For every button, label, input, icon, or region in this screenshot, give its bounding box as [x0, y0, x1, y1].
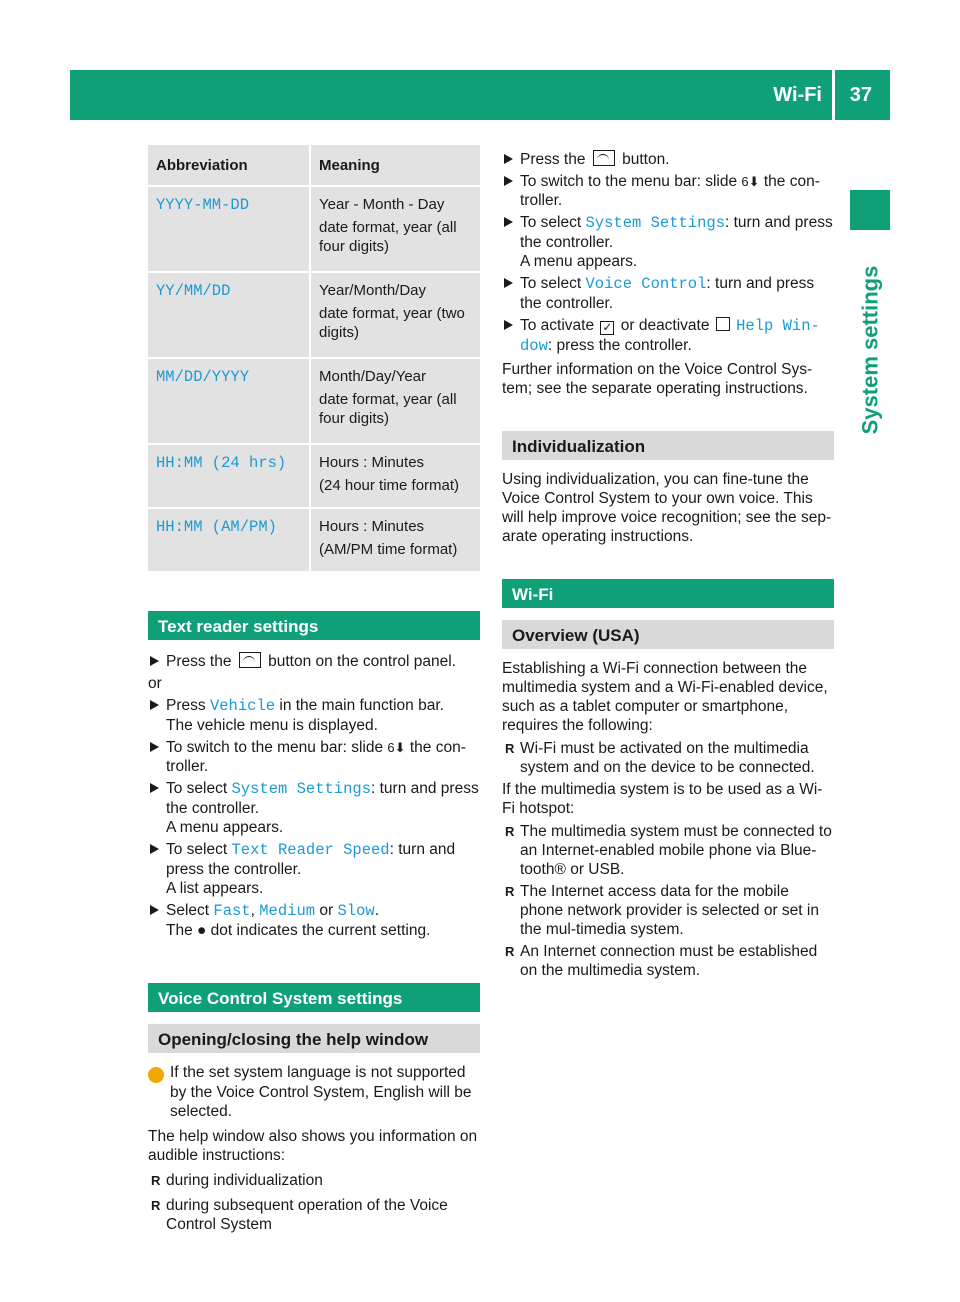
menu-code: System Settings: [585, 214, 726, 232]
menu-code: System Settings: [231, 780, 372, 798]
step-text: Press the: [520, 151, 586, 168]
left-column: [143, 145, 480, 1237]
step-item: [148, 901, 480, 940]
vehicle-button-icon: [593, 150, 615, 166]
step-text: or: [319, 902, 334, 919]
list-item: R An Internet connection must be established on the multimedia system.: [502, 942, 834, 980]
step-text: : turn and press the controller.: [520, 275, 815, 312]
table-row: [148, 359, 480, 445]
table-row: [148, 187, 480, 273]
table-row: [148, 273, 480, 359]
meaning-detail: (AM/PM time format): [319, 541, 458, 558]
abbr-cell: [148, 509, 309, 573]
header-title: Wi-Fi: [773, 84, 822, 106]
abbr-cell: [148, 359, 309, 445]
meaning-detail: (24 hour time format): [319, 477, 460, 494]
step-text: To switch to the menu bar: slide: [520, 173, 738, 190]
subsection-heading-help-window: Opening/closing the help window: [148, 1024, 480, 1053]
list-item: R during subsequent operation of the Voice Control System: [148, 1196, 480, 1234]
table-row: [148, 509, 480, 573]
meaning-main: Year/Month/Day: [319, 282, 427, 299]
checkbox-empty-icon: [716, 317, 730, 331]
step-text: Press: [166, 697, 206, 714]
meaning-detail: date format, year (two digits): [319, 305, 465, 341]
paragraph: Establishing a Wi-Fi connection between the multimedia system and a Wi-Fi-enabled device, such as a tablet computer or smartphone, requires the following:: [502, 660, 828, 734]
vehicle-button-icon: [239, 652, 261, 668]
step-text: To switch to the menu bar: slide: [166, 739, 384, 756]
abbreviation-table: [148, 145, 480, 573]
meaning-detail: date format, year (all four digits): [319, 219, 457, 255]
separator: ,: [250, 902, 255, 919]
meaning-cell: [309, 273, 480, 359]
paragraph: Further information on the Voice Control Sys-tem; see the separate operating instructions.: [502, 361, 813, 397]
step-text: : press the controller.: [547, 337, 692, 354]
subsection-heading-individualization: Individualization: [502, 431, 834, 460]
side-label-text: System settings: [857, 265, 883, 435]
meaning-cell: [309, 509, 480, 573]
step-text: : turn and press the controller.: [166, 841, 456, 878]
list-item: R The multimedia system must be connected to an Internet-enabled mobile phone via Blue-tooth® or USB.: [502, 822, 834, 879]
step-item: [502, 316, 834, 356]
abbr-cell: [148, 273, 309, 359]
info-text: If the set system language is not supported by the Voice Control System, English will be selected.: [170, 1064, 472, 1120]
side-tab-marker: [850, 190, 890, 230]
meaning-main: Year - Month - Day: [319, 196, 445, 213]
abbr-code: HH:MM (24 hrs): [156, 454, 287, 472]
abbr-code: YYYY-MM-DD: [156, 196, 250, 214]
step-text: button.: [622, 151, 670, 168]
step-item: [148, 840, 480, 898]
step-result: The ● dot indicates the current setting.: [166, 922, 431, 939]
step-text: in the main function bar.: [279, 697, 444, 714]
info-icon: i: [148, 1067, 164, 1083]
column-header: Abbreviation: [148, 145, 309, 187]
menu-code: Help Win-dow: [520, 317, 820, 355]
subsection-heading-overview: Overview (USA): [502, 620, 834, 649]
page-number: 37: [849, 84, 872, 106]
step-text: : turn and press the controller.: [520, 214, 833, 251]
side-label: [845, 250, 895, 450]
step-item: [502, 274, 834, 313]
abbr-code: MM/DD/YYYY: [156, 368, 250, 386]
paragraph: Using individualization, you can fine-tune the Voice Control System to your own voice. This will help improve voice recognition; see the sep-arate operating instructions.: [502, 471, 832, 545]
step-result: A menu appears.: [166, 819, 284, 836]
table-row: [148, 445, 480, 509]
meaning-main: Hours : Minutes: [319, 454, 425, 471]
step-item: [502, 213, 834, 271]
meaning-cell: [309, 445, 480, 509]
step-text: To activate: [520, 317, 595, 334]
separator: .: [374, 902, 380, 919]
paragraph: The help window also shows you information on audible instructions:: [148, 1128, 478, 1164]
step-text: To select: [520, 275, 582, 292]
abbr-cell: [148, 187, 309, 273]
step-item: [502, 150, 834, 169]
header-divider: [832, 70, 835, 120]
step-item: [148, 652, 480, 671]
abbr-code: YY/MM/DD: [156, 282, 231, 300]
step-item: [148, 696, 480, 735]
menu-code: Slow: [337, 902, 375, 920]
meaning-detail: date format, year (all four digits): [319, 391, 457, 427]
step-text: : turn and press the controller.: [166, 780, 479, 817]
menu-code: Medium: [259, 902, 316, 920]
list-item: R during individualization: [148, 1171, 480, 1190]
page-header: [70, 70, 890, 120]
step-text: the con-troller.: [166, 739, 466, 775]
menu-code: Vehicle: [209, 697, 276, 715]
step-text: Press the: [166, 653, 232, 670]
controller-slide-icon: 6⬇: [387, 740, 406, 755]
meaning-cell: [309, 359, 480, 445]
step-text: or deactivate: [620, 317, 710, 334]
right-column: [502, 150, 834, 983]
step-text: To select: [166, 841, 228, 858]
section-heading-wifi: Wi-Fi: [502, 579, 834, 608]
step-text: To select: [520, 214, 582, 231]
step-result: A menu appears.: [520, 253, 638, 270]
paragraph: If the multimedia system is to be used as a Wi-Fi hotspot:: [502, 781, 823, 817]
step-text: To select: [166, 780, 228, 797]
meaning-cell: [309, 187, 480, 273]
step-text: the con-troller.: [520, 173, 820, 209]
controller-slide-icon: 6⬇: [741, 174, 760, 189]
section-heading-voice-control: Voice Control System settings: [148, 983, 480, 1012]
list-item: R Wi-Fi must be activated on the multimedia system and on the device to be connected.: [502, 739, 834, 777]
list-item: R The Internet access data for the mobile phone network provider is selected or set in the mul-timedia system.: [502, 882, 834, 939]
menu-code: Fast: [213, 902, 251, 920]
meaning-main: Hours : Minutes: [319, 518, 425, 535]
column-header: Meaning: [309, 145, 480, 187]
table-header-row: [148, 145, 480, 187]
step-text: Select: [166, 902, 210, 919]
step-item: [148, 779, 480, 837]
or-text: or: [148, 675, 162, 692]
abbr-cell: [148, 445, 309, 509]
step-result: The vehicle menu is displayed.: [166, 717, 378, 734]
step-result: A list appears.: [166, 880, 264, 897]
step-item: [148, 738, 480, 776]
info-note: [143, 1063, 480, 1121]
menu-code: Text Reader Speed: [231, 841, 390, 859]
checkbox-checked-icon: ✓: [602, 320, 613, 334]
abbr-code: HH:MM (AM/PM): [156, 518, 277, 536]
meaning-main: Month/Day/Year: [319, 368, 427, 385]
menu-code: Voice Control: [585, 275, 707, 293]
step-item: [502, 172, 834, 210]
section-heading-text-reader: Text reader settings: [148, 611, 480, 640]
step-text: button on the control panel.: [268, 653, 456, 670]
